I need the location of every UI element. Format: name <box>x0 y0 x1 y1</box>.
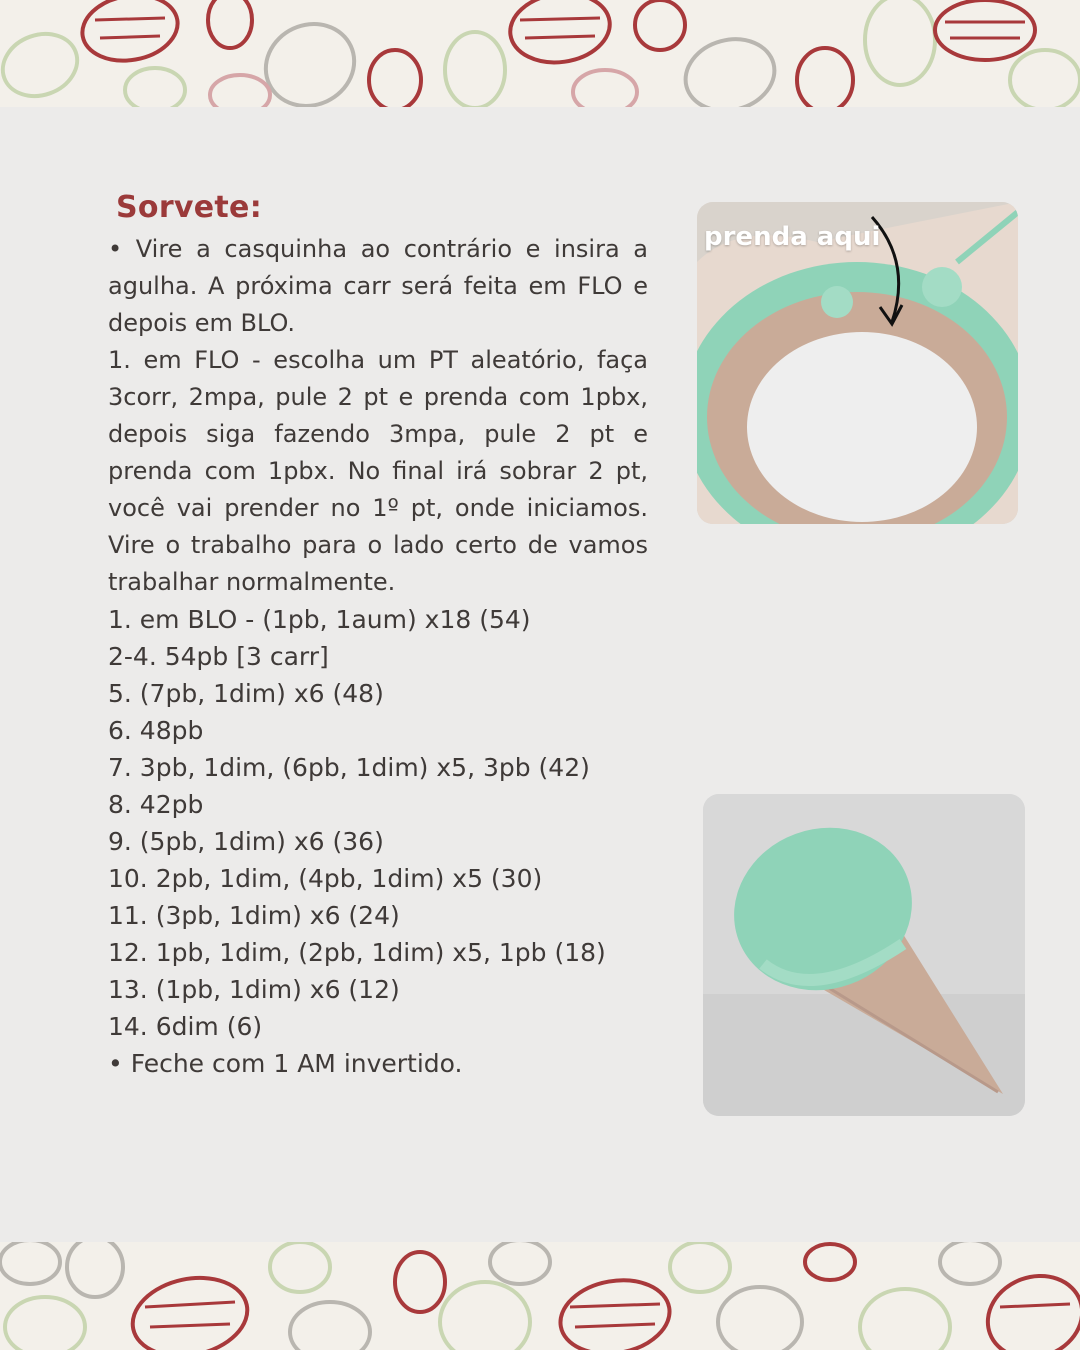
row-line: 13. (1pb, 1dim) x6 (12) <box>108 975 400 1004</box>
row-line: 10. 2pb, 1dim, (4pb, 1dim) x5 (30) <box>108 864 543 893</box>
easter-eggs-pattern <box>0 0 1080 107</box>
pattern-instructions <box>108 190 648 1082</box>
row-line: 6. 48pb <box>108 716 204 745</box>
photo-crochet-edge <box>697 202 1018 524</box>
row-line: 5. (7pb, 1dim) x6 (48) <box>108 679 384 708</box>
row-line: 12. 1pb, 1dim, (2pb, 1dim) x5, 1pb (18) <box>108 938 606 967</box>
step-flo-paragraph: 1. em FLO - escolha um PT aleatório, faça 3corr, 2mpa, pule 2 pt e prenda com 1pbx, depois siga fazendo 3mpa, pule 2 pt e prenda com 1pbx. No final irá sobrar 2 pt, você vai prender no 1º pt, onde iniciamos. Vire o trabalho para o lado certo de vamos trabalhar normalmente. <box>108 346 648 596</box>
bottom-egg-pattern-band <box>0 1242 1080 1350</box>
photo-ice-cream <box>703 794 1025 1116</box>
intro-paragraph: • Vire a casquinha ao contrário e insira a agulha. A próxima carr será feita em FLO e depois em BLO. <box>108 235 648 337</box>
row-line: 7. 3pb, 1dim, (6pb, 1dim) x5, 3pb (42) <box>108 753 590 782</box>
rows-list <box>108 601 648 1082</box>
row-line: 2-4. 54pb [3 carr] <box>108 642 329 671</box>
row-line: 9. (5pb, 1dim) x6 (36) <box>108 827 384 856</box>
ice-cream-illustration <box>703 794 1025 1116</box>
row-line: 11. (3pb, 1dim) x6 (24) <box>108 901 400 930</box>
row-line: 1. em BLO - (1pb, 1aum) x18 (54) <box>108 605 531 634</box>
easter-eggs-pattern <box>0 1242 1080 1350</box>
row-line: 14. 6dim (6) <box>108 1012 263 1041</box>
row-line: 8. 42pb <box>108 790 204 819</box>
closing-note: • Feche com 1 AM invertido. <box>108 1049 463 1078</box>
section-title: Sorvete: <box>116 190 262 225</box>
top-egg-pattern-band <box>0 0 1080 107</box>
photo-label: prenda aqui <box>704 222 881 252</box>
